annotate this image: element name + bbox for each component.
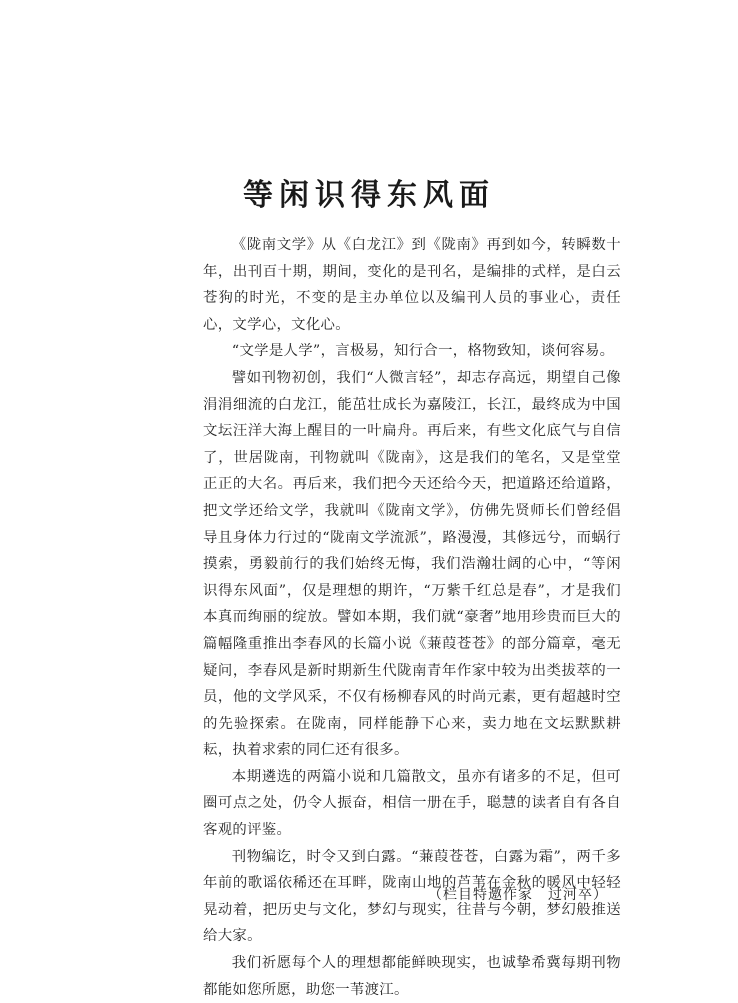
page-title: 等闲识得东风面 (243, 178, 495, 213)
paragraph-1: 《陇南文学》从《白龙江》到《陇南》再到如今，转瞬数十年，出刊百十期，期间，变化的是刊名，是编排的式样，是白云苍狗的时光，不变的是主办单位以及编刊人员的事业心，责任心，文学心，文化心。 (203, 237, 621, 333)
paragraph-5: 刊物编讫，时令又到白露。“蒹葭苍苍，白露为霜”，两千多年前的歌谣依稀还在耳畔，陇南山地的芦苇在金秋的暖风中轻轻晃动着，把历史与文化，梦幻与现实，往昔与今朝，梦幻般推送给大家。 (203, 848, 621, 945)
author-signature: （栏目特邀作家 过河卒） (428, 887, 608, 903)
paragraph-6: 我们祈愿每个人的理想都能鲜映现实，也诚挚希冀每期刊物都能如您所愿，助您一苇渡江。 (203, 955, 621, 998)
paragraph-2: “文学是人学”，言极易，知行合一，格物致知，谈何容易。 (231, 343, 615, 360)
paragraph-4: 本期遴选的两篇小说和几篇散文，虽亦有诸多的不足，但可圈可点之处，仍令人振奋，相信一册在手，聪慧的读者自有各自客观的评鉴。 (203, 768, 621, 839)
paragraph-3: 譬如刊物初创，我们“人微言轻”，却志存高远，期望自己像涓涓细流的白龙江，能茁壮成长为嘉陵江，长江，最终成为中国文坛汪洋大海上醒目的一叶扁舟。再后来，有些文化底气与自信了，世居陇南，刊物就叫《陇南》，这是我们的笔名，又是堂堂正正的大名。再后来，我们把今天还给今天，把道路还给道路，把文学还给文学，我就叫《陇南文学》，仿佛先贤师长们曾经倡导且身体力行过的“陇南文学流派”，路漫漫，其修远兮，而蜗行摸索，勇毅前行的我们始终无悔，我们浩瀚壮阔的心中，“等闲识得东风面”，仅是理想的期许，“万紫千红总是春”，才是我们本真而绚丽的绽放。譬如本期，我们就“豪奢”地用珍贵而巨大的篇幅隆重推出李春风的长篇小说《蒹葭苍苍》的部分篇章，毫无疑问，李春风是新时期新生代陇南青年作家中较为出类拔萃的一员，他的文学风采，不仅有杨柳春风的时尚元素，更有超越时空的先验探索。在陇南，同样能静下心来，卖力地在文坛默默耕耘，执着求索的同仁还有很多。 (203, 369, 621, 759)
